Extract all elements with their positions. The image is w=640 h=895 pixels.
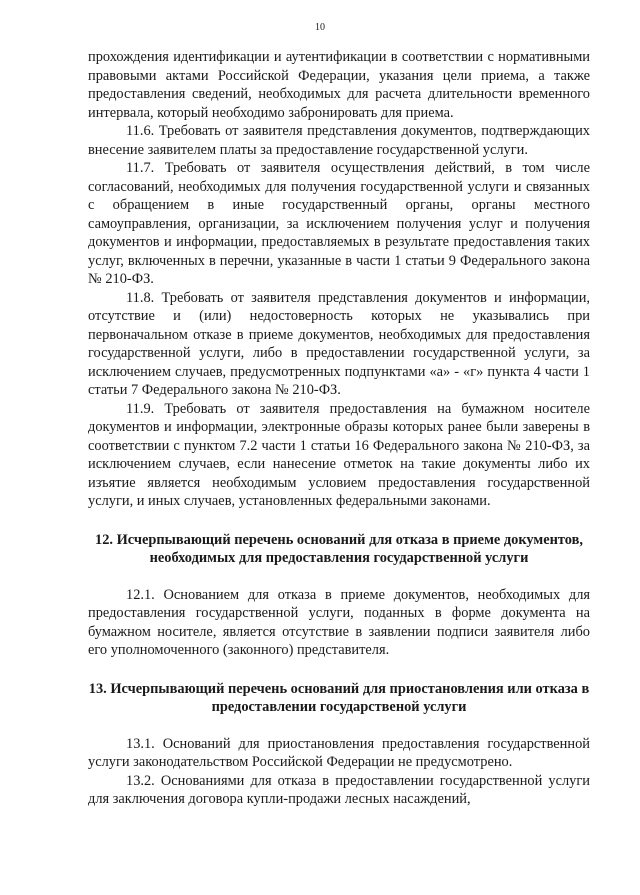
paragraph-11-7: 11.7. Требовать от заявителя осуществления действий, в том числе согласований, необходимых для получения государственной услуги и связанных с обращением в иные государственный органы, органы местного самоуправления, организации, за исключением получения услуг и получения документов и информации, предоставляемых в результате предоставления таких услуг, включенных в перечни, указанные в части 1 статьи 9 Федерального закона № 210-ФЗ.: [88, 160, 590, 287]
paragraph-13-1: 13.1. Оснований для приостановления предоставления государственной услуги законодательством Российской Федерации не предусмотрено.: [88, 735, 590, 770]
page-number: 10: [315, 22, 325, 33]
section-13-heading: 13. Исчерпывающий перечень оснований для приостановления или отказа в предоставлении государственой услуги: [88, 680, 590, 715]
paragraph-continuation: прохождения идентификации и аутентификации в соответствии с нормативными правовыми актами Российской Федерации, указания цели приема, а также предоставления сведений, необходимых для расчета длительности временного интервала, который необходимо забронировать для приема.: [88, 49, 590, 121]
document-body: [88, 48, 590, 809]
paragraph-11-8: 11.8. Требовать от заявителя представления документов и информации, отсутствие и (или) недостоверность которых не указывались при первоначальном отказе в приеме документов, необходимых для предоставления государственной услуги, либо в предоставлении государственной услуги, за исключением случаев, предусмотренных подпунктами «а» - «г» пункта 4 части 1 статьи 7 Федерального закона № 210-ФЗ.: [88, 289, 590, 398]
paragraph-13-2: 13.2. Основаниями для отказа в предоставлении государственной услуги для заключения договора купли-продажи лесных насаждений,: [88, 772, 590, 807]
section-12-heading: 12. Исчерпывающий перечень оснований для отказа в приеме документов, необходимых для предоставления государственной услуги: [95, 531, 583, 566]
paragraph-11-9: 11.9. Требовать от заявителя предоставления на бумажном носителе документов и информации, электронные образы которых ранее были заверены в соответствии с пунктом 7.2 части 1 статьи 16 Федерального закона № 210-ФЗ, за исключением случаев, если нанесение отметок на такие документы либо их изъятие является необходимым условием предоставления государственной услуги, и иных случаев, установленных федеральными законами.: [88, 400, 590, 509]
paragraph-11-6: 11.6. Требовать от заявителя представления документов, подтверждающих внесение заявителем платы за предоставление государственной услуги.: [88, 123, 590, 158]
paragraph-12-1: 12.1. Основанием для отказа в приеме документов, необходимых для предоставления государственной услуги, поданных в форме документа на бумажном носителе, является отсутствие в заявлении подписи заявителя либо его уполномоченного (законного) представителя.: [88, 586, 590, 658]
